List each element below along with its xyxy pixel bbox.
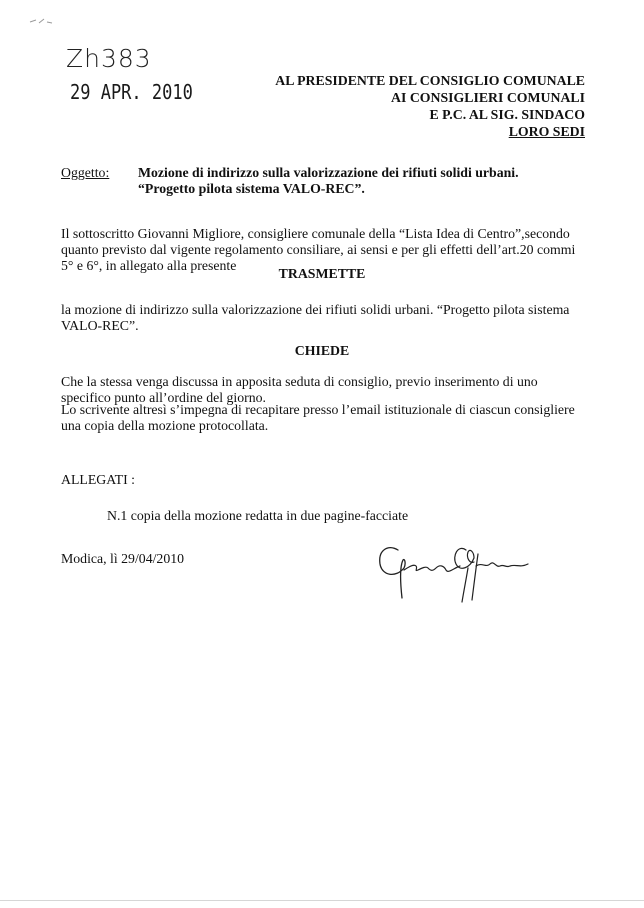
protocol-number: Zh383 [66, 44, 152, 73]
received-date-stamp: 29 APR. 2010 [70, 80, 193, 104]
attachments-label: ALLEGATI : [61, 472, 135, 487]
page-bottom-edge [0, 900, 644, 901]
scan-mark [28, 16, 54, 26]
attachment-item: N.1 copia della mozione redatta in due pagine-facciate [107, 508, 409, 523]
heading-chiede: CHIEDE [294, 343, 350, 358]
handwritten-signature [370, 528, 550, 608]
heading-trasmette: TRASMETTE [278, 266, 366, 281]
trasmette-paragraph: la mozione di indirizzo sulla valorizzazione dei rifiuti solidi urbani. “Progetto pilota sistema VALO-REC”. [61, 302, 570, 333]
subject-text [138, 165, 558, 197]
subject-line-1: Mozione di indirizzo sulla valorizzazione dei rifiuti solidi urbani. [138, 165, 519, 180]
recipient-line: AI CONSIGLIERI COMUNALI [391, 90, 585, 105]
recipient-line: AL PRESIDENTE DEL CONSIGLIO COMUNALE [275, 73, 585, 88]
chiede-paragraph-2: Lo scrivente altresì s’impegna di recapitare presso l’email istituzionale di ciascun consigliere una copia della mozione protocollata. [61, 402, 575, 433]
recipient-line: LORO SEDI [508, 124, 585, 139]
intro-paragraph: Il sottoscritto Giovanni Migliore, consigliere comunale della “Lista Idea di Centro”,secondo quanto previsto dal vigente regolamento consiliare, ai sensi e per gli effetti dell’art.20 commi 5° e 6°, in allegato alla presente [61, 226, 576, 273]
recipients-block [275, 72, 585, 140]
subject-line-2: “Progetto pilota sistema VALO-REC”. [138, 181, 365, 196]
recipient-line: E P.C. AL SIG. SINDACO [429, 107, 585, 122]
subject-label: Oggetto: [61, 165, 110, 180]
chiede-paragraph: Che la stessa venga discussa in apposita seduta di consiglio, previo inserimento di uno specifico punto all’ordine del giorno. [61, 374, 538, 405]
place-date: Modica, lì 29/04/2010 [61, 551, 185, 566]
